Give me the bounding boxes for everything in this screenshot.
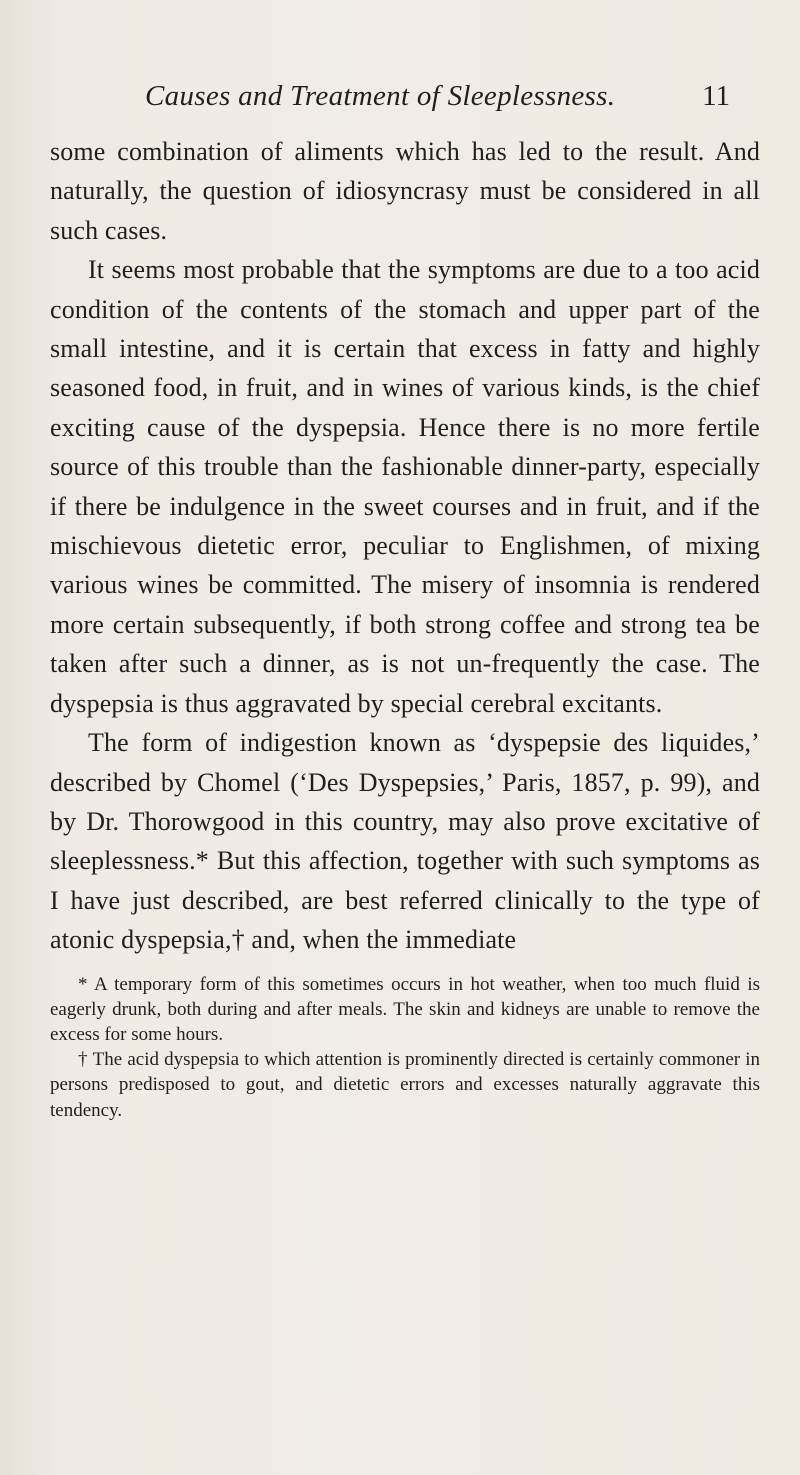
paragraph-indigestion-form: The form of indigestion known as ‘dyspepsie des liquides,’ described by Chomel (‘Des Dyspepsies,’ Paris, 1857, p. 99), and by Dr. Thorowgood in this country, may also prove excitative of sleeplessness.* But this affection, together with such symptoms as I have just described, are best referred clinically to the type of atonic dyspepsia,† and, when the immediate <box>50 728 760 955</box>
running-head <box>50 80 760 120</box>
paragraph-continuation: some combination of aliments which has led to the result. And naturally, the question of idiosyncrasy must be considered in all such cases. <box>50 137 760 245</box>
footnotes <box>50 972 760 1123</box>
footnote-dagger: † The acid dyspepsia to which attention is prominently directed is certainly commoner in persons predisposed to gout, and dietetic errors and excesses naturally aggravate this tendency. <box>50 1049 760 1121</box>
paragraph-acid-condition: It seems most probable that the symptoms are due to a too acid condition of the contents of the stomach and upper part of the small intestine, and it is certain that excess in fatty and highly seasoned food, in fruit, and in wines of various kinds, is the chief exciting cause of the dyspepsia. Hence there is no more fertile source of this trouble than the fashionable dinner-party, especially if there be indulgence in the sweet courses and in fruit, and if the mischievous dietetic error, peculiar to Englishmen, of mixing various wines be committed. The misery of insomnia is rendered more certain subsequently, if both strong coffee and strong tea be taken after such a dinner, as is not un-frequently the case. The dyspepsia is thus aggravated by special cerebral excitants. <box>50 255 760 718</box>
page-number: 11 <box>702 80 730 112</box>
footnote-asterisk: * A temporary form of this sometimes occurs in hot weather, when too much fluid is eagerly drunk, both during and after meals. The skin and kidneys are unable to remove the excess for some hours. <box>50 973 760 1045</box>
running-title: Causes and Treatment of Sleeplessness. <box>145 80 616 112</box>
body-text <box>50 132 760 960</box>
